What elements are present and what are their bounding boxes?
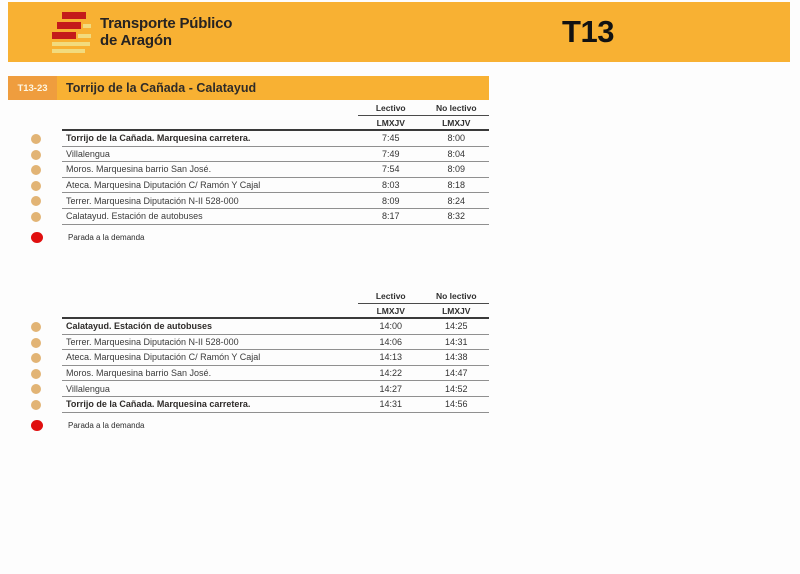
table-row — [62, 147, 489, 163]
column-group-label: No lectivo — [435, 291, 477, 301]
stop-dot-icon — [31, 181, 41, 191]
table-row — [62, 397, 489, 413]
stop-name: Villalengua — [66, 148, 110, 159]
time-cell: 7:45 — [381, 133, 400, 144]
demand-stop-dot-icon — [31, 232, 43, 243]
route-title-bar — [8, 76, 489, 100]
table-row — [62, 335, 489, 351]
day-codes-label: LMXJV — [442, 306, 471, 316]
table-row — [62, 319, 489, 335]
time-cell: 14:06 — [379, 336, 403, 347]
stop-name: Villalengua — [66, 383, 110, 394]
logo-text — [100, 15, 232, 49]
table-row — [62, 193, 489, 209]
stop-name: Terrer. Marquesina Diputación N-II 528-000 — [66, 336, 239, 347]
stop-name: Torrijo de la Cañada. Marquesina carretera. — [66, 133, 251, 144]
day-codes-label: LMXJV — [376, 118, 405, 128]
time-cell: 8:09 — [381, 195, 400, 206]
time-cell: 14:52 — [444, 383, 468, 394]
time-cell: 8:00 — [447, 133, 466, 144]
time-cell: 14:31 — [444, 336, 468, 347]
time-cell: 14:56 — [444, 399, 468, 410]
table-row — [62, 178, 489, 194]
day-header-row — [62, 116, 489, 131]
stop-dot-icon — [31, 134, 41, 144]
table-row — [62, 381, 489, 397]
table-row — [62, 209, 489, 225]
stop-dot-icon — [31, 150, 41, 160]
demand-legend — [31, 420, 145, 431]
stop-name: Moros. Marquesina barrio San José. — [66, 368, 212, 379]
route-title: Torrijo de la Cañada - Calatayud — [66, 81, 257, 95]
stop-name: Terrer. Marquesina Diputación N-II 528-000 — [66, 195, 239, 206]
column-group-row — [62, 102, 489, 116]
demand-stop-dot-icon — [31, 420, 43, 431]
time-cell: 8:03 — [381, 180, 400, 191]
time-cell: 7:49 — [381, 148, 400, 159]
table-row — [62, 162, 489, 178]
transporte-aragon-logo — [52, 10, 232, 54]
route-code-badge: T13-23 — [8, 76, 57, 100]
aragon-stripes-logo-icon — [52, 10, 92, 54]
stop-name: Calatayud. Estación de autobuses — [66, 211, 203, 222]
timetable-return — [62, 290, 489, 413]
time-cell: 7:54 — [381, 164, 400, 175]
stop-name: Moros. Marquesina barrio San José. — [66, 164, 212, 175]
time-cell: 14:00 — [379, 321, 403, 332]
stop-name: Ateca. Marquesina Diputación C/ Ramón Y Cajal — [66, 180, 261, 191]
table-row — [62, 131, 489, 147]
time-cell: 8:17 — [381, 211, 400, 222]
time-cell: 14:13 — [379, 352, 403, 363]
stop-dot-icon — [31, 322, 41, 332]
stop-dot-icon — [31, 196, 41, 206]
time-cell: 8:24 — [447, 195, 466, 206]
stop-dot-icon — [31, 384, 41, 394]
stop-name: Ateca. Marquesina Diputación C/ Ramón Y Cajal — [66, 352, 261, 363]
table-row — [62, 350, 489, 366]
stop-dot-icon — [31, 353, 41, 363]
stop-dot-icon — [31, 400, 41, 410]
day-codes-label: LMXJV — [376, 306, 405, 316]
timetable-outbound — [62, 102, 489, 225]
time-cell: 8:09 — [447, 164, 466, 175]
day-codes-label: LMXJV — [442, 118, 471, 128]
time-cell: 14:25 — [444, 321, 468, 332]
time-cell: 14:31 — [379, 399, 403, 410]
stop-dot-icon — [31, 369, 41, 379]
logo-text-line2: de Aragón — [100, 32, 172, 49]
stop-name: Torrijo de la Cañada. Marquesina carretera. — [66, 399, 251, 410]
demand-legend-label: Parada a la demanda — [68, 233, 145, 242]
time-cell: 8:18 — [447, 180, 466, 191]
route-number: T13 — [562, 14, 614, 49]
logo-text-line1: Transporte Público — [100, 15, 233, 32]
header-bar — [8, 2, 790, 62]
time-cell: 14:27 — [379, 383, 403, 394]
column-group-label: No lectivo — [435, 103, 477, 113]
stop-name: Calatayud. Estación de autobuses — [66, 321, 213, 332]
time-cell: 8:32 — [447, 211, 466, 222]
demand-legend-label: Parada a la demanda — [68, 421, 145, 430]
column-group-label: Lectivo — [375, 291, 406, 301]
time-cell: 14:47 — [444, 368, 468, 379]
stop-dot-icon — [31, 212, 41, 222]
day-header-row — [62, 304, 489, 319]
demand-legend — [31, 232, 145, 243]
time-cell: 14:38 — [444, 352, 468, 363]
column-group-row — [62, 290, 489, 304]
column-group-label: Lectivo — [375, 103, 406, 113]
stop-dot-icon — [31, 165, 41, 175]
time-cell: 8:04 — [447, 148, 466, 159]
time-cell: 14:22 — [379, 368, 403, 379]
table-row — [62, 366, 489, 382]
stop-dot-icon — [31, 338, 41, 348]
